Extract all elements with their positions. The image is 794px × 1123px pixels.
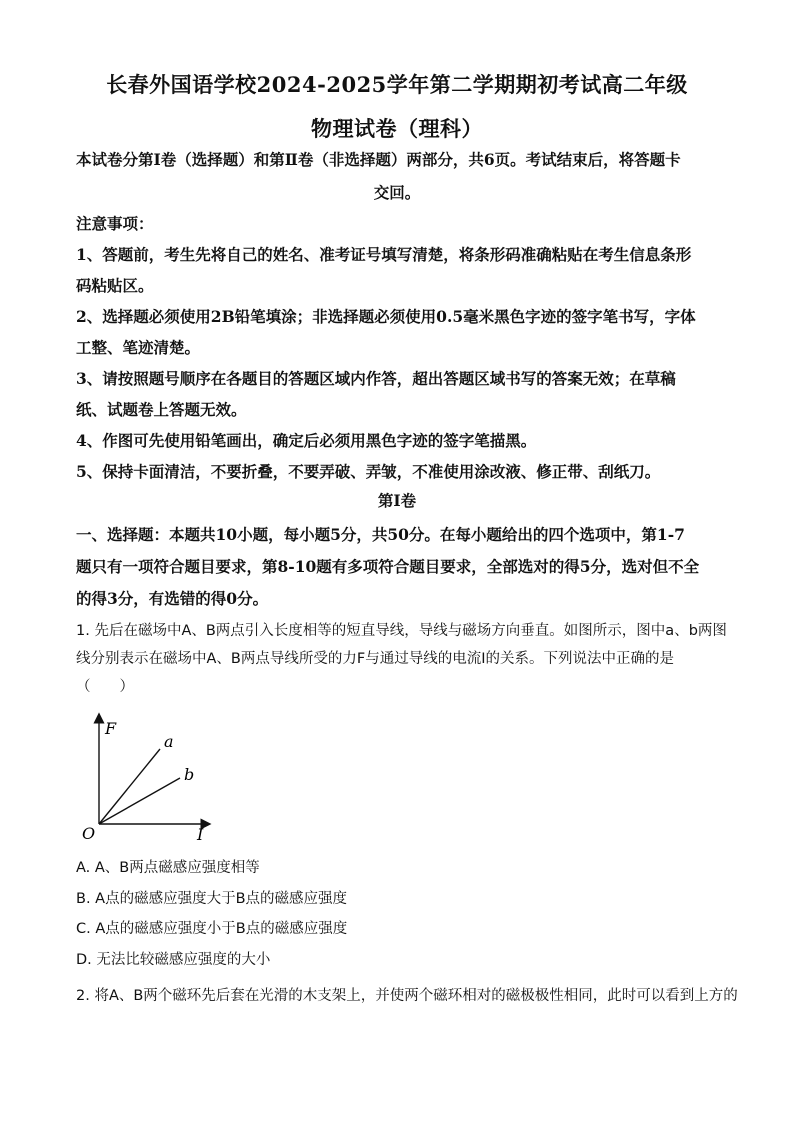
line-a xyxy=(99,749,160,824)
notes-line: 1、答题前，考生先将自己的姓名、准考证号填写清楚，将条形码准确粘贴在考生信息条形 xyxy=(76,245,692,264)
x-axis-label: I xyxy=(197,825,204,844)
question-2-stem xyxy=(76,982,738,1010)
notes-heading: 注意事项： xyxy=(76,214,154,233)
line-b-label: b xyxy=(184,765,195,784)
exam-intro xyxy=(76,143,718,209)
notes-line: 纸、试题卷上答题无效。 xyxy=(76,400,247,419)
question-line: 线分别表示在磁场中A、B两点导线所受的力F与通过导线的电流I的关系。下列说法中正确的是 xyxy=(76,651,674,667)
notes-section xyxy=(76,208,721,487)
force-current-graph xyxy=(78,712,218,847)
option-b: B. A点的磁感应强度大于B点的磁感应强度 xyxy=(76,890,348,907)
question-line: 1. 先后在磁场中A、B两点引入长度相等的短直导线，导线与磁场方向垂直。如图所示，图中a、b两图 xyxy=(76,623,727,639)
question-1-stem xyxy=(76,617,726,701)
line-b xyxy=(99,778,180,824)
question-line: （ ） xyxy=(76,679,134,695)
question-line: 2. 将A、B两个磁环先后套在光滑的木支架上，并使两个磁环相对的磁极极性相同，此时可以看到上方的 xyxy=(76,988,738,1004)
notes-line: 4、作图可先使用铅笔画出，确定后必须用黑色字迹的签字笔描黑。 xyxy=(76,431,537,450)
notes-line: 5、保持卡面清洁，不要折叠，不要弄破、弄皱，不准使用涂改液、修正带、刮纸刀。 xyxy=(76,462,661,481)
notes-line: 3、请按照题号顺序在各题目的答题区域内作答，超出答题区域书写的答案无效；在草稿 xyxy=(76,369,676,388)
intro-line: 本试卷分第Ⅰ卷（选择题）和第Ⅱ卷（非选择题）两部分，共6页。考试结束后，将答题卡 xyxy=(76,150,681,169)
instruction-line: 题只有一项符合题目要求，第8-10题有多项符合题目要求，全部选对的得5分，选对但不全 xyxy=(76,557,700,576)
option-d: D. 无法比较磁感应强度的大小 xyxy=(76,951,271,968)
line-a-label: a xyxy=(164,732,174,751)
instruction-line: 一、选择题：本题共10小题，每小题5分，共50分。在每小题给出的四个选项中，第1-7 xyxy=(76,525,685,544)
option-c: C. A点的磁感应强度小于B点的磁感应强度 xyxy=(76,921,348,937)
instruction-line: 的得3分，有选错的得0分。 xyxy=(76,589,269,608)
option-a: A. A、B两点磁感应强度相等 xyxy=(76,860,260,876)
intro-line: 交回。 xyxy=(373,183,421,202)
notes-line: 码粘贴区。 xyxy=(76,276,154,295)
question-1-options xyxy=(76,853,347,975)
section-title: 第Ⅰ卷 xyxy=(377,491,417,510)
section-instructions xyxy=(76,519,721,615)
origin-label: O xyxy=(82,824,96,843)
exam-subtitle: 物理试卷（理科） xyxy=(311,116,483,141)
y-axis-label: F xyxy=(105,719,117,738)
notes-line: 2、选择题必须使用2B铅笔填涂；非选择题必须使用0.5毫米黑色字迹的签字笔书写，字体 xyxy=(76,307,696,326)
exam-title: 长春外国语学校2024-2025学年第二学期期初考试高二年级 xyxy=(106,72,688,97)
notes-line: 工整、笔迹清楚。 xyxy=(76,338,201,357)
